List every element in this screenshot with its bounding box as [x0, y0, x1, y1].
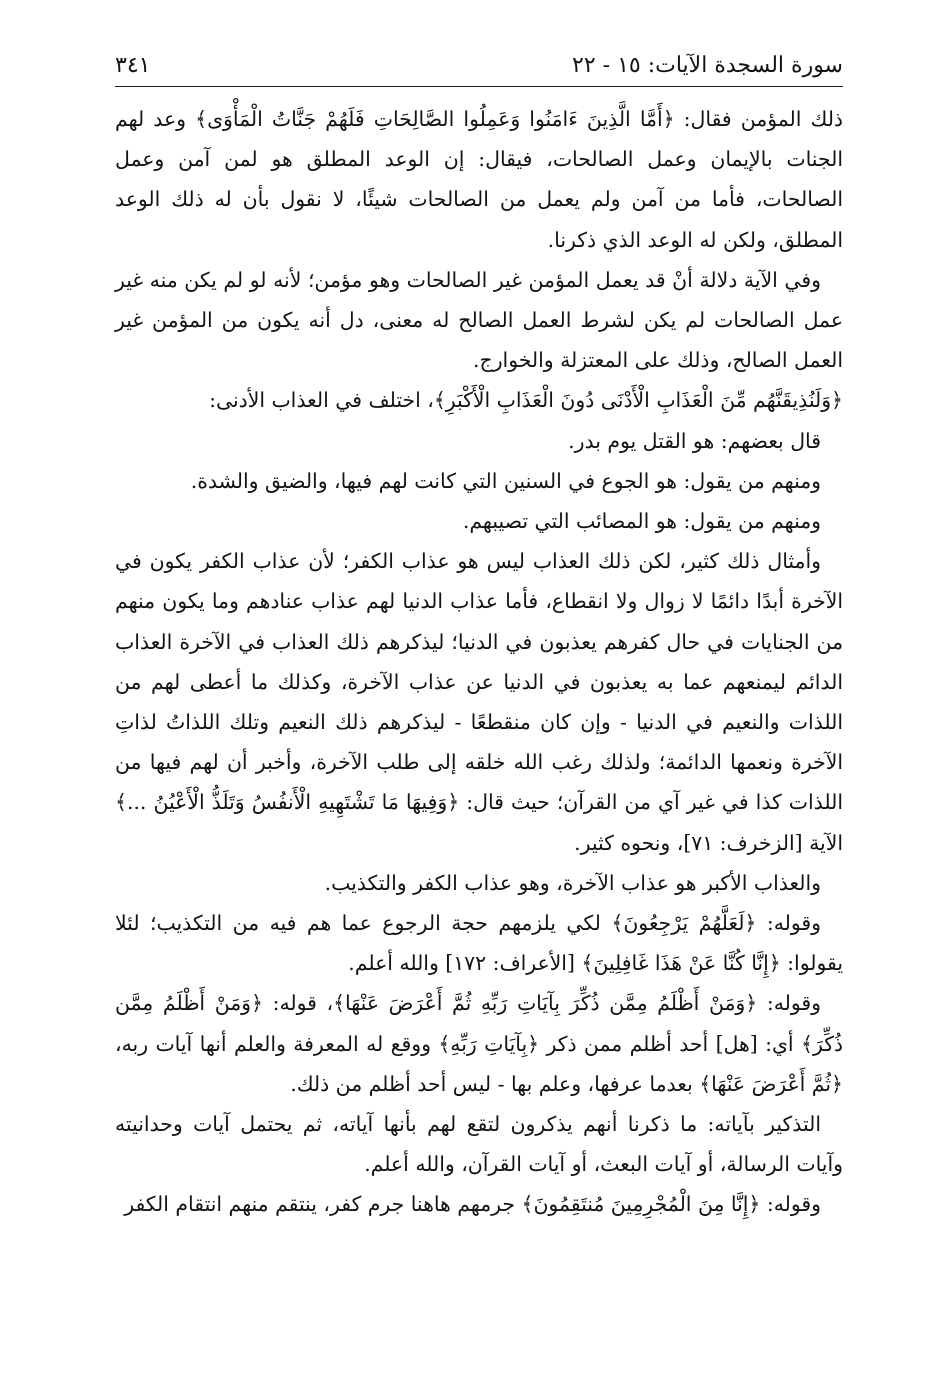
paragraph: ﴿وَلَنُذِيقَنَّهُم مِّنَ الْعَذَابِ الْأَدْنَى دُونَ الْعَذَابِ الْأَكْبَرِ﴾، اختلف في العذاب الأدنى:	[209, 388, 843, 413]
paragraph: وقوله: ﴿إِنَّا مِنَ الْمُجْرِمِينَ مُنتَقِمُونَ﴾ جرمهم هاهنا جرم كفر، ينتقم منهم انتقام الكفر	[124, 1192, 821, 1217]
paragraph: ذلك المؤمن فقال: ﴿أَمَّا الَّذِينَ ءَامَنُوا وَعَمِلُوا الصَّالِحَاتِ فَلَهُمْ جَنَّاتُ الْمَأْوَى﴾ وعد لهم الجنات بالإيمان وعمل الصالحات، فيقال: إن الوعد المطلق هو لمن آمن وعمل الصالحات، فأما من آمن ولم يعمل من الصالحات شيئًا، لا نقول بأن له ذلك الوعد المطلق، ولكن له الوعد الذي ذكرنا.	[115, 107, 843, 252]
page-number: ٣٤١	[115, 53, 151, 78]
paragraph: ومنهم من يقول: هو المصائب التي تصيبهم.	[462, 509, 821, 534]
paragraph: ومنهم من يقول: هو الجوع في السنين التي كانت لهم فيها، والضيق والشدة.	[190, 468, 821, 493]
book-page	[115, 46, 843, 1356]
paragraph: وأمثال ذلك كثير، لكن ذلك العذاب ليس هو عذاب الكفر؛ لأن عذاب الكفر يكون في الآخرة أبدًا دائمًا لا زوال ولا انقطاع، فأما عذاب الدنيا لهم عذاب عنادهم وما يكون منهم من الجنايات في حال كفرهم يعذبون في الدنيا؛ ليذكرهم ذلك العذاب في الآخرة العذاب الدائم ليمنعهم عما به يعذبون في الدنيا عن عذاب الآخرة، وكذلك ما أعطى لهم من اللذات والنعيم في الدنيا - وإن كان منقطعًا - ليذكرهم ذلك النعيم وتلك اللذاتُ لذاتِ الآخرة ونعمها الدائمة؛ ولذلك رغب الله خلقه إلى طلب الآخرة، وأخبر أن لهم فيها من اللذات كذا في غير آي من القرآن؛ حيث قال: ﴿وَفِيهَا مَا تَشْتَهِيهِ الْأَنفُسُ وَتَلَذُّ الْأَعْيُنُ ...﴾ الآية [الزخرف: ٧١]، ونحوه كثير.	[115, 549, 843, 855]
paragraph: وقوله: ﴿وَمَنْ أَظْلَمُ مِمَّن ذُكِّرَ بِآيَاتِ رَبِّهِ ثُمَّ أَعْرَضَ عَنْهَا﴾، قوله: ﴿وَمَنْ أَظْلَمُ مِمَّن ذُكِّرَ﴾ أي: [هل] أحد أظلم ممن ذكر ﴿بِآيَاتِ رَبِّهِ﴾ ووقع له المعرفة والعلم أنها آيات ربه، ﴿ثُمَّ أَعْرَضَ عَنْهَا﴾ بعدما عرفها، وعلم بها - ليس أحد أظلم من ذلك.	[115, 991, 843, 1096]
paragraph: والعذاب الأكبر هو عذاب الآخرة، وهو عذاب الكفر والتكذيب.	[324, 870, 821, 895]
paragraph: التذكير بآياته: ما ذكرنا أنهم يذكرون لتقع لهم بأنها آياته، ثم يحتمل آيات وحدانيته وآيات الرسالة، أو آيات البعث، أو آيات القرآن، والله أعلم.	[115, 1112, 843, 1177]
paragraph: وقوله: ﴿لَعَلَّهُمْ يَرْجِعُونَ﴾ لكي يلزمهم حجة الرجوع عما هم فيه من التكذيب؛ لئلا يقولوا: ﴿إِنَّا كُنَّا عَنْ هَذَا غَافِلِينَ﴾ [الأعراف: ١٧٢] والله أعلم.	[115, 911, 843, 976]
paragraph: وفي الآية دلالة أنْ قد يعمل المؤمن غير الصالحات وهو مؤمن؛ لأنه لو لم يكن منه غير عمل الصالحات لم يكن لشرط العمل الصالح له معنى، دل أنه يكون من المؤمن غير العمل الصالح، وذلك على المعتزلة والخوارج.	[115, 267, 843, 373]
page-body	[115, 87, 843, 1225]
paragraph: قال بعضهم: هو القتل يوم بدر.	[568, 428, 821, 453]
running-header	[115, 46, 843, 87]
header-title: سورة السجدة الآيات: ١٥ - ٢٢	[572, 53, 843, 78]
